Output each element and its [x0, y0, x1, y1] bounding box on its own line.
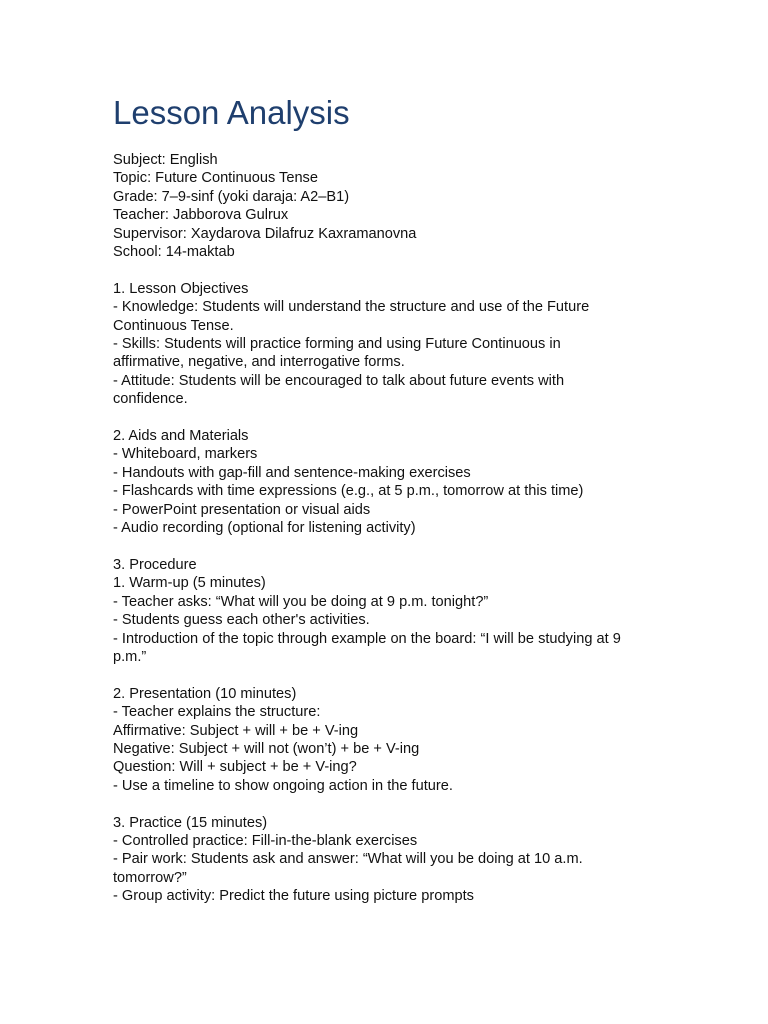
text-line: confidence. — [113, 391, 188, 408]
text-line: - Teacher explains the structure: — [113, 704, 321, 721]
spacer — [113, 409, 653, 427]
lesson-meta — [113, 151, 653, 261]
list-item: - Handouts with gap-fill and sentence-making exercises — [113, 464, 471, 481]
text-line: - Skills: Students will practice forming and using Future Continuous in — [113, 336, 561, 353]
text-line: - Use a timeline to show ongoing action in the future. — [113, 777, 453, 794]
spacer — [113, 538, 653, 556]
section-aids — [113, 427, 653, 537]
section-presentation — [113, 685, 653, 795]
section-heading: 2. Aids and Materials — [113, 428, 249, 445]
text-line: Continuous Tense. — [113, 317, 234, 334]
list-item: - Flashcards with time expressions (e.g., at 5 p.m., tomorrow at this time) — [113, 483, 584, 500]
subsection-heading: 1. Warm-up (5 minutes) — [113, 575, 266, 592]
section-procedure — [113, 556, 653, 666]
meta-school: School: 14-maktab — [113, 244, 235, 261]
subsection-heading: 2. Presentation (10 minutes) — [113, 685, 297, 702]
text-line: - Pair work: Students ask and answer: “What will you be doing at 10 a.m. — [113, 851, 583, 868]
page-title: Lesson Analysis — [113, 94, 350, 131]
text-line: - Group activity: Predict the future using picture prompts — [113, 888, 474, 905]
text-line: - Attitude: Students will be encouraged to talk about future events with — [113, 372, 565, 389]
meta-teacher: Teacher: Jabborova Gulrux — [113, 207, 289, 224]
spacer — [113, 666, 653, 684]
list-item: - Audio recording (optional for listening activity) — [113, 520, 416, 537]
meta-topic: Topic: Future Continuous Tense — [113, 170, 318, 187]
meta-subject: Subject: English — [113, 152, 218, 168]
text-line: - Controlled practice: Fill-in-the-blank exercises — [113, 832, 418, 849]
text-line: Affirmative: Subject + will + be + V-ing — [113, 722, 359, 739]
section-objectives — [113, 280, 653, 409]
text-line: tomorrow?” — [113, 869, 187, 886]
section-practice — [113, 814, 653, 906]
section-heading: 1. Lesson Objectives — [113, 280, 249, 297]
text-line: - Teacher asks: “What will you be doing at 9 p.m. tonight?” — [113, 593, 489, 610]
text-line: p.m.” — [113, 648, 147, 665]
section-heading: 3. Procedure — [113, 556, 197, 573]
text-line: Question: Will + subject + be + V-ing? — [113, 759, 357, 776]
spacer — [113, 795, 653, 813]
list-item: - Whiteboard, markers — [113, 446, 258, 463]
text-line: - Introduction of the topic through example on the board: “I will be studying at 9 — [113, 630, 621, 647]
subsection-heading: 3. Practice (15 minutes) — [113, 814, 268, 831]
list-item: - PowerPoint presentation or visual aids — [113, 501, 371, 518]
text-line: affirmative, negative, and interrogative forms. — [113, 354, 405, 371]
text-line: - Students guess each other's activities. — [113, 612, 370, 629]
text-line: - Knowledge: Students will understand the structure and use of the Future — [113, 299, 590, 316]
document-body — [113, 151, 653, 906]
spacer — [113, 261, 653, 279]
meta-grade: Grade: 7–9-sinf (yoki daraja: A2–B1) — [113, 188, 350, 205]
meta-supervisor: Supervisor: Xaydarova Dilafruz Kaxramanovna — [113, 225, 417, 242]
text-line: Negative: Subject + will not (won’t) + be + V-ing — [113, 740, 420, 757]
